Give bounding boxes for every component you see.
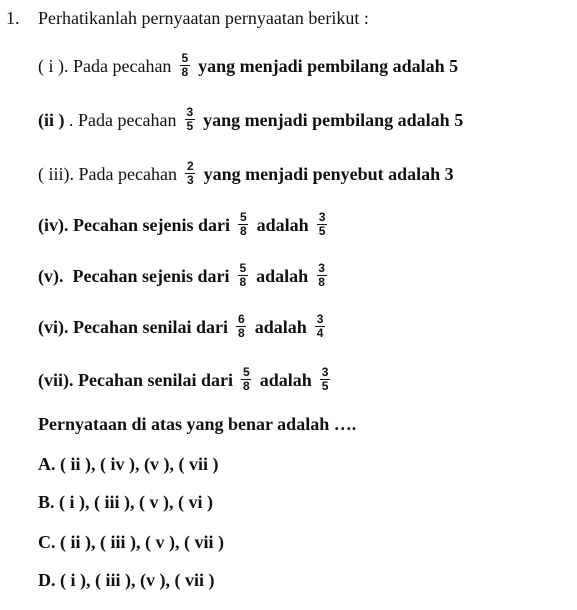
statement-mid: adalah	[256, 214, 309, 235]
numerator: 3	[316, 312, 324, 326]
option-d[interactable]: D. ( i ), ( iii ), (v ), ( vii )	[38, 570, 215, 590]
fraction-2	[316, 262, 327, 289]
question-intro: Perhatikanlah pernyaatan pernyaatan berikut :	[38, 8, 369, 28]
fraction	[238, 211, 249, 238]
statement-label: (ii ) . Pada pecahan	[38, 109, 177, 130]
question-number: 1.	[6, 8, 20, 28]
fraction	[185, 160, 196, 187]
denominator: 8	[238, 326, 245, 340]
statement-3	[38, 160, 454, 187]
fraction-2	[315, 313, 326, 340]
statement-mid: adalah	[254, 316, 307, 337]
fraction	[184, 106, 195, 133]
statement-5	[38, 262, 335, 289]
denominator: 5	[318, 224, 326, 238]
statement-label: (vi). Pecahan senilai dari	[38, 316, 228, 337]
denominator: 3	[186, 173, 194, 187]
statement-label: ( i ). Pada pecahan	[38, 55, 172, 76]
fraction	[237, 262, 248, 289]
statement-label: (v). Pecahan sejenis dari	[38, 265, 230, 286]
denominator: 8	[239, 275, 247, 289]
statement-text: yang menjadi pembilang adalah 5	[203, 109, 464, 130]
denominator: 5	[321, 379, 329, 393]
numerator: 5	[181, 51, 189, 65]
option-a[interactable]: A. ( ii ), ( iv ), (v ), ( vii )	[38, 454, 219, 474]
statement-label: (vii). Pecahan senilai dari	[38, 369, 233, 390]
numerator: 5	[243, 365, 250, 379]
statement-mid: adalah	[256, 265, 309, 286]
numerator: 2	[186, 159, 194, 173]
fraction	[241, 366, 252, 393]
fraction-2	[317, 211, 328, 238]
statement-text: yang menjadi penyebut adalah 3	[203, 163, 454, 184]
numerator: 5	[239, 261, 247, 275]
statement-4	[38, 211, 335, 238]
numerator: 3	[318, 210, 326, 224]
statement-label: (iv). Pecahan sejenis dari	[38, 214, 230, 235]
denominator: 8	[318, 275, 325, 289]
option-c[interactable]: C. ( ii ), ( iii ), ( v ), ( vii )	[38, 532, 224, 552]
denominator: 8	[239, 224, 247, 238]
numerator: 3	[318, 261, 325, 275]
statement-7	[38, 366, 338, 393]
numerator: 6	[238, 312, 245, 326]
fraction	[179, 52, 190, 79]
statement-mid: adalah	[259, 369, 312, 390]
numerator: 5	[239, 210, 247, 224]
denominator: 4	[316, 326, 324, 340]
statement-text: yang menjadi pembilang adalah 5	[198, 55, 459, 76]
fraction-2	[320, 366, 331, 393]
statement-2	[38, 106, 463, 133]
statement-label: ( iii). Pada pecahan	[38, 163, 177, 184]
denominator: 8	[243, 379, 250, 393]
numerator: 3	[321, 365, 329, 379]
question-prompt: Pernyataan di atas yang benar adalah ….	[38, 414, 357, 434]
denominator: 8	[181, 65, 189, 79]
statement-6	[38, 313, 333, 340]
denominator: 5	[186, 119, 194, 133]
numerator: 3	[186, 105, 194, 119]
option-b[interactable]: B. ( i ), ( iii ), ( v ), ( vi )	[38, 492, 213, 512]
statement-1	[38, 52, 458, 79]
fraction	[236, 313, 247, 340]
